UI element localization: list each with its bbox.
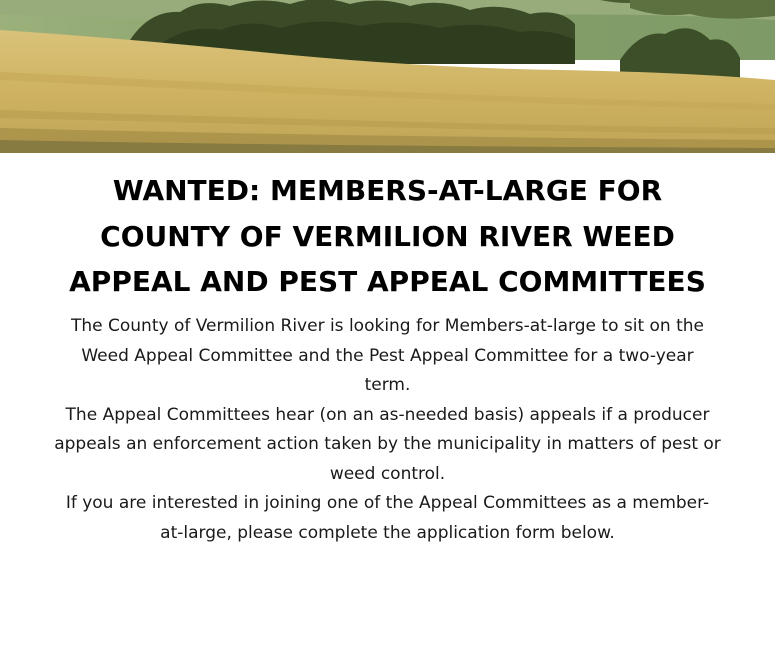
body-line-2: Weed Appeal Committee and the Pest Appeal Committee for a two-year [81, 345, 694, 366]
field-landscape-image [0, 0, 775, 153]
page-title [0, 168, 775, 305]
title-line-1: WANTED: MEMBERS-AT-LARGE FOR [112, 174, 663, 207]
body-line-8: at-large, please complete the application form below. [160, 522, 615, 543]
body-text [10, 312, 765, 548]
field-landscape-banner [0, 0, 775, 153]
body-line-3: term. [364, 375, 411, 395]
body-line-4: The Appeal Committees hear (on an as-needed basis) appeals if a producer [65, 404, 710, 425]
body-line-1: The County of Vermilion River is looking for Members-at-large to sit on the [70, 316, 705, 336]
title-line-3: APPEAL AND PEST APPEAL COMMITTEES [69, 265, 706, 298]
body-line-7: If you are interested in joining one of the Appeal Committees as a member- [65, 493, 710, 513]
body-line-6: weed control. [329, 463, 446, 484]
title-line-2: COUNTY OF VERMILION RIVER WEED [100, 219, 675, 253]
body-line-5: appeals an enforcement action taken by the municipality in matters of pest or [54, 434, 721, 454]
